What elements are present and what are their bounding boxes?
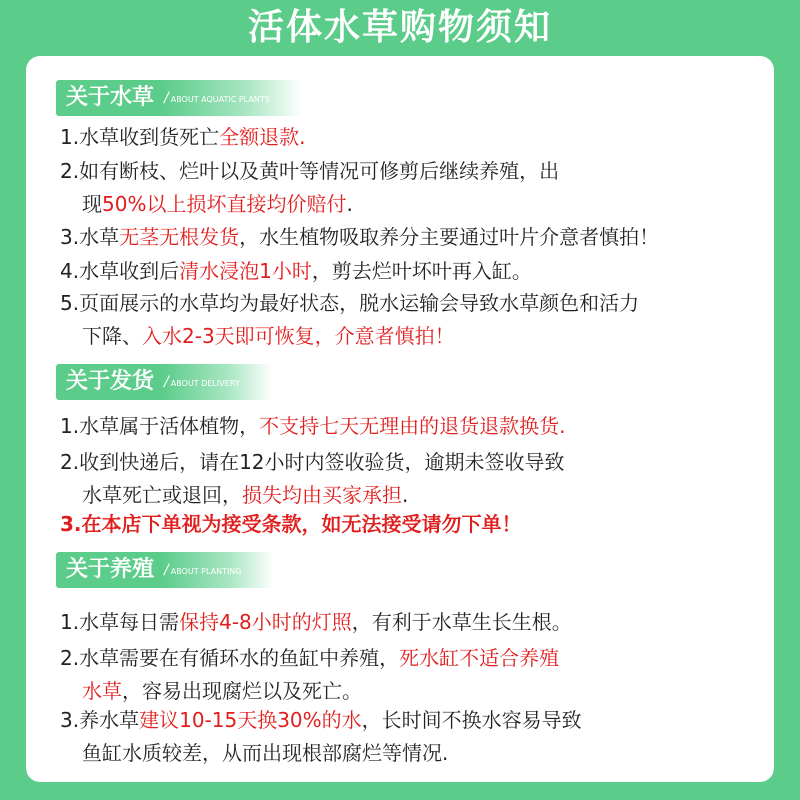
highlight-text: 损失均由买家承担 <box>242 483 402 507</box>
body-text: 现 <box>82 192 102 216</box>
section-subtitle: / ABOUT DELIVERY <box>162 364 272 400</box>
text-line <box>60 508 522 541</box>
text-line <box>60 287 639 320</box>
body-text: ，容易出现腐烂以及死亡。 <box>122 679 362 703</box>
body-text: ，水生植物吸取养分主要通过叶片介意者慎拍！ <box>239 225 660 249</box>
body-text: 4.水草收到后 <box>60 259 180 283</box>
highlight-text: 死水缸不适合养殖 <box>399 646 560 670</box>
text-line <box>60 155 559 188</box>
body-text: 2.水草需要在有循环水的鱼缸中养殖， <box>60 646 400 670</box>
list-item <box>60 221 659 254</box>
body-text: 2.如有断枝、烂叶以及黄叶等情况可修剪后继续养殖，出 <box>60 159 560 183</box>
section-header-plants <box>56 80 302 116</box>
highlight-text: 不支持七天无理由的退货退款换货. <box>259 414 566 438</box>
section-header-planting <box>56 552 274 588</box>
list-item <box>60 410 565 443</box>
highlight-text: 3.在本店下单视为接受条款，如无法接受请勿下单！ <box>60 512 522 536</box>
body-text: 3.水草 <box>60 225 120 249</box>
body-text: . <box>402 483 409 507</box>
section-title: 关于水草 <box>56 80 164 116</box>
section-title: 关于发货 <box>56 364 164 400</box>
highlight-text: 清水浸泡1小时 <box>179 259 312 283</box>
text-line <box>60 642 559 675</box>
body-text: ，剪去烂叶坏叶再入缸。 <box>311 259 532 283</box>
text-line <box>60 221 659 254</box>
highlight-text: 全额退款. <box>219 125 306 149</box>
text-line <box>60 704 582 737</box>
list-item <box>60 121 305 154</box>
page-title: 活体水草购物须知 <box>247 7 552 48</box>
section-title: 关于养殖 <box>56 552 164 588</box>
text-line <box>60 320 639 353</box>
body-text: ，有利于水草生长生根。 <box>351 610 572 634</box>
body-text: 下降、 <box>82 324 142 348</box>
body-text: 1.水草属于活体植物， <box>60 414 260 438</box>
list-item <box>60 508 522 541</box>
text-line <box>60 410 565 443</box>
list-item <box>60 287 639 353</box>
body-text: 1.水草收到货死亡 <box>60 125 220 149</box>
list-item <box>60 606 572 639</box>
body-text: . <box>346 192 353 216</box>
section-subtitle: / ABOUT AQUATIC PLANTS <box>162 80 302 116</box>
highlight-text: 入水2-3天即可恢复，介意者慎拍！ <box>142 324 455 348</box>
body-text: 5.页面展示的水草均为最好状态，脱水运输会导致水草颜色和活力 <box>60 291 640 315</box>
highlight-text: 水草 <box>82 679 122 703</box>
notice-card <box>26 56 774 782</box>
highlight-text: 建议10-15天换30%的水 <box>139 708 362 732</box>
text-line <box>60 121 305 154</box>
body-text: 水草死亡或退回， <box>82 483 242 507</box>
section-header-delivery <box>56 364 272 400</box>
section-subtitle: / ABOUT PLANTING <box>162 552 273 588</box>
list-item <box>60 642 559 708</box>
list-item <box>60 255 532 288</box>
body-text: 鱼缸水质较差，从而出现根部腐烂等情况. <box>82 741 449 765</box>
text-line <box>60 606 572 639</box>
body-text: 1.水草每日需 <box>60 610 180 634</box>
list-item <box>60 155 559 221</box>
text-line <box>60 255 532 288</box>
list-item <box>60 446 565 512</box>
highlight-text: 保持4-8小时的灯照 <box>179 610 352 634</box>
body-text: ，长时间不换水容易导致 <box>361 708 582 732</box>
text-line <box>60 188 559 221</box>
list-item <box>60 704 582 770</box>
text-line <box>60 446 565 479</box>
highlight-text: 无茎无根发货 <box>119 225 240 249</box>
text-line <box>60 737 582 770</box>
highlight-text: 50%以上损坏直接均价赔付 <box>102 192 347 216</box>
body-text: 2.收到快递后，请在12小时内签收验货，逾期未签收导致 <box>60 450 565 474</box>
body-text: 3.养水草 <box>60 708 140 732</box>
